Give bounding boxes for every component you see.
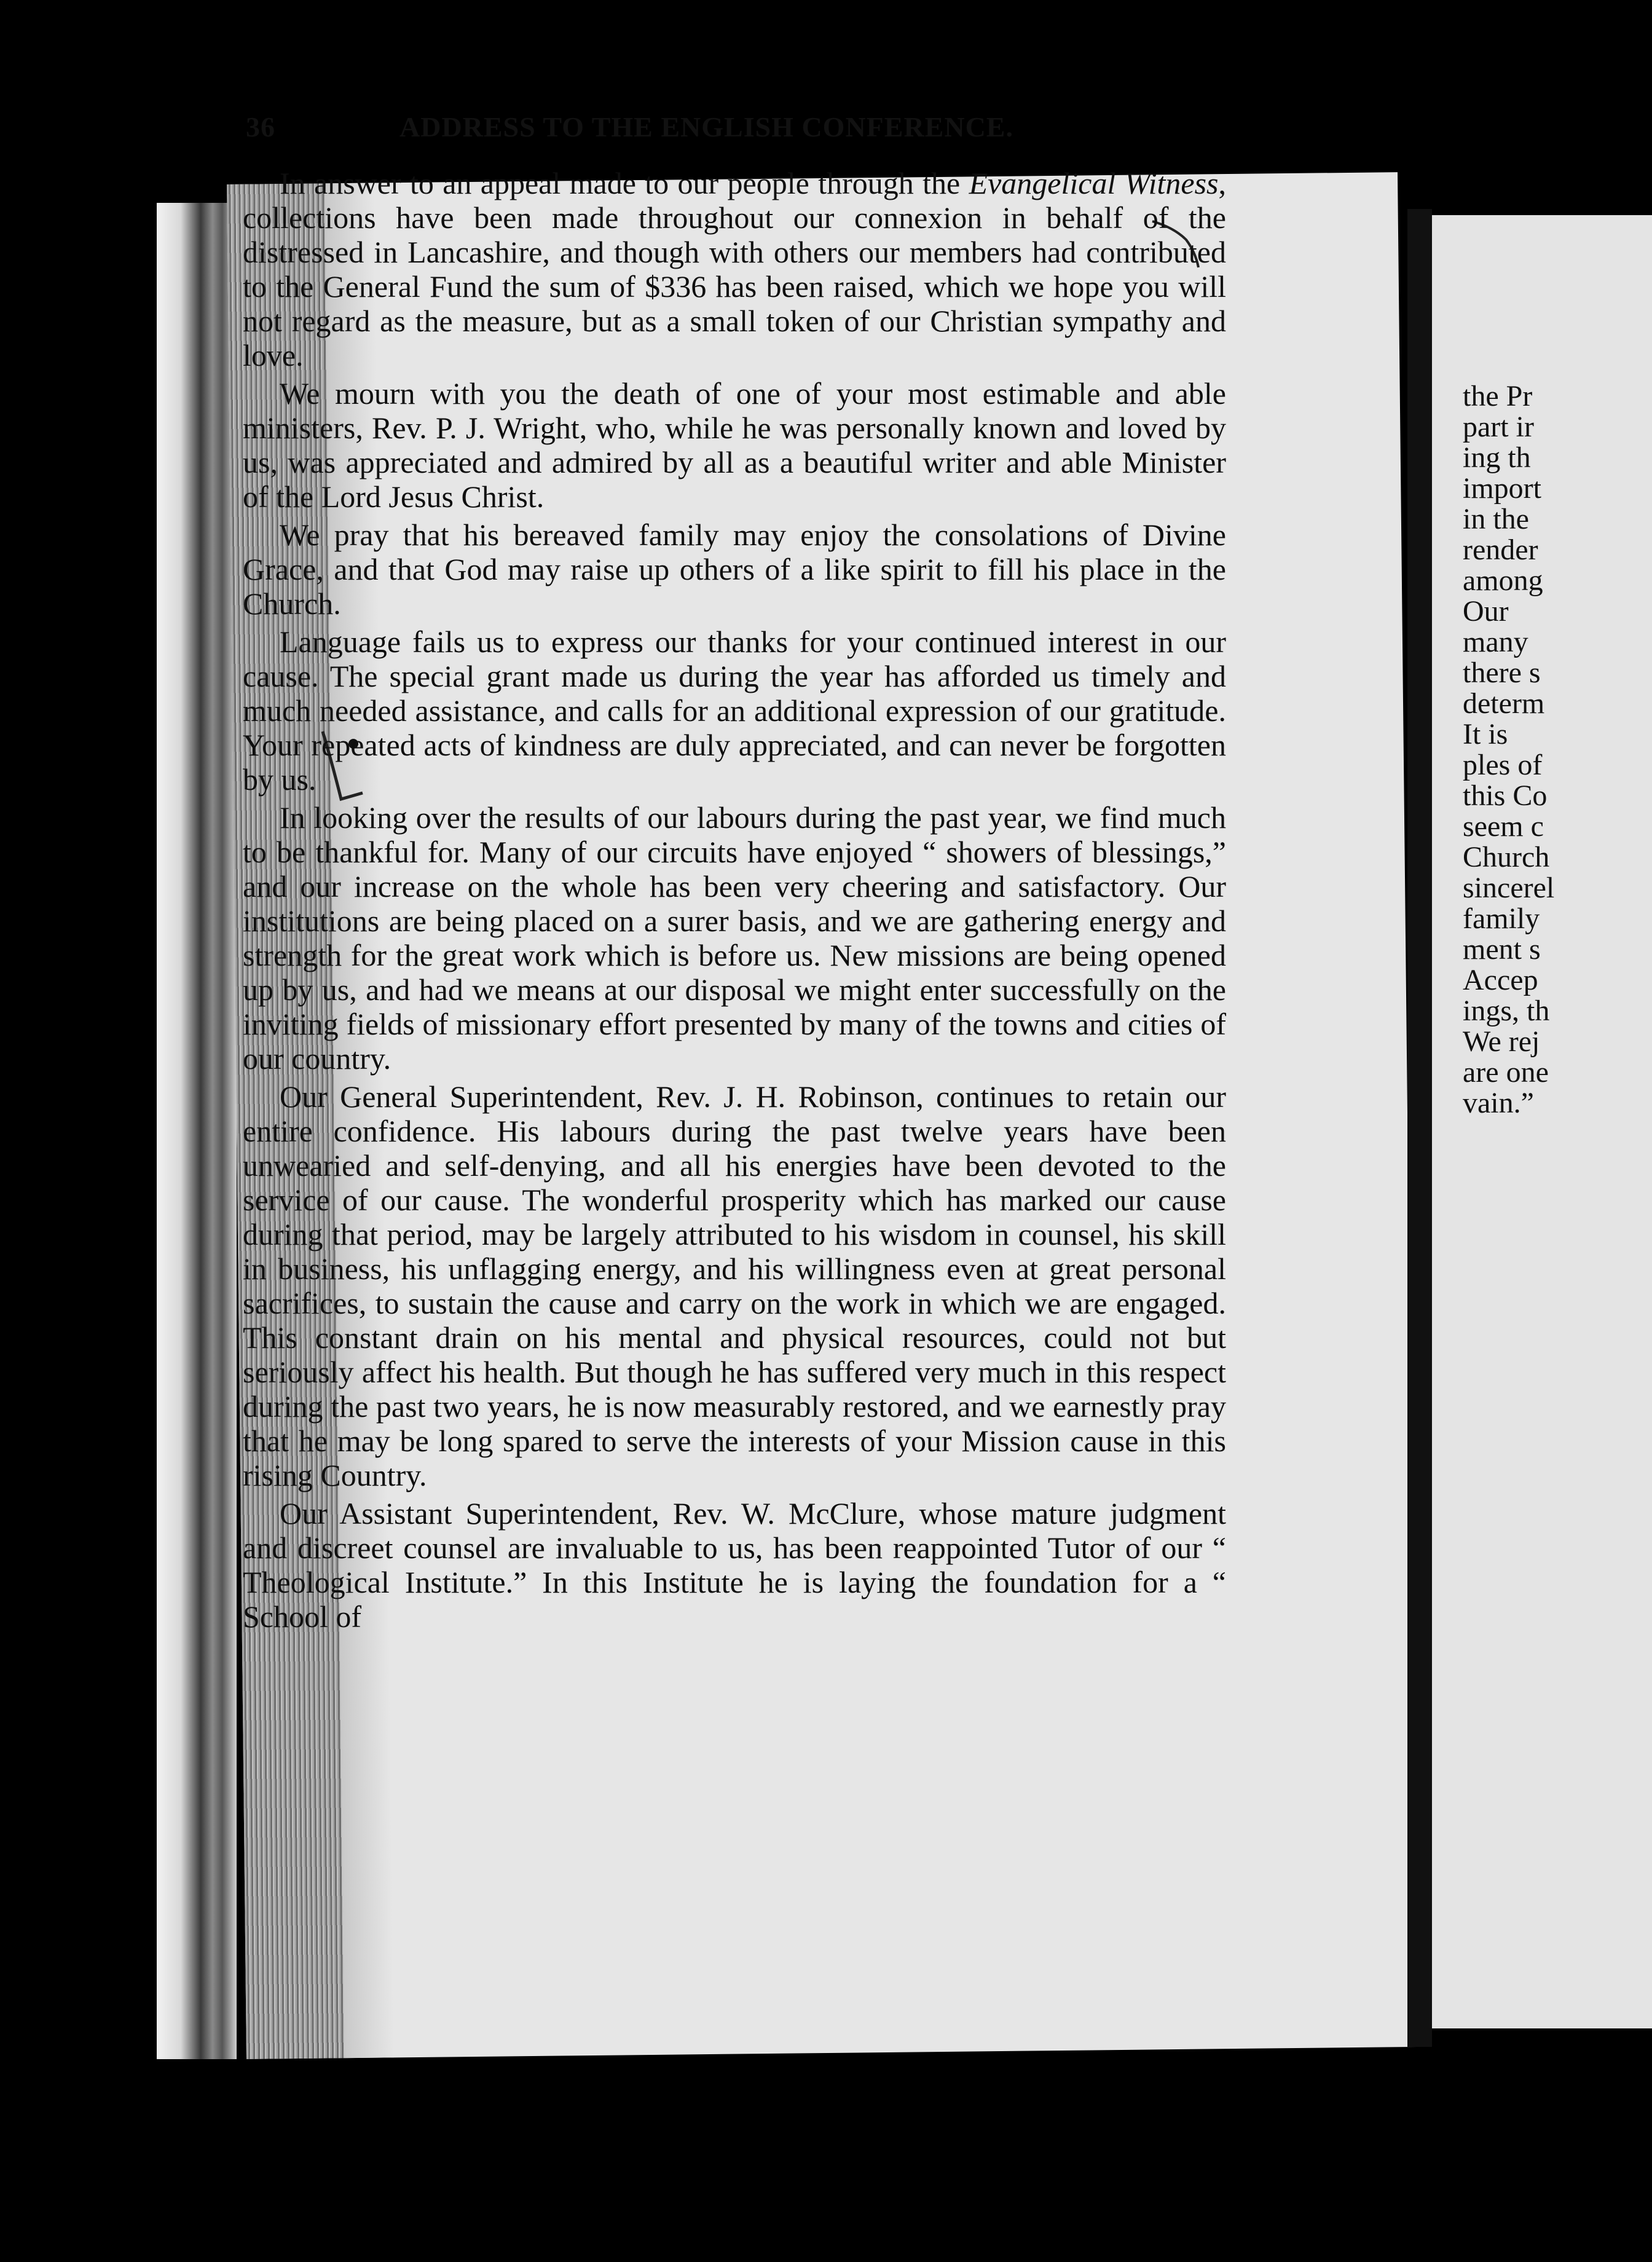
page-title: ADDRESS TO THE ENGLISH CONFERENCE.	[399, 111, 1013, 143]
facing-line: It is	[1463, 718, 1508, 751]
facing-line: vain.”	[1463, 1087, 1534, 1119]
paragraph: Our General Superintendent, Rev. J. H. Robinson, continues to retain our entire confidence. His labours during the past twelve years have been unwearied and self-denying, and all his energies have been devoted to the service of our cause. The wonderful prosperity which has marked our cause during that period, may be largely attributed to his wisdom in counsel, his skill in business, his unflagging energy, and his willingness even at great personal sacrifices, to sustain the cause and carry on the work in which we are engaged. This constant drain on his mental and physical resources, could not but seriously affect his health. But though he has suffered very much in this respect during the past two years, he is now measurably restored, and we earnestly pray that he may be long spared to serve the interests of your Mission cause in this rising Country.	[243, 1079, 1226, 1492]
facing-line: import	[1463, 472, 1541, 505]
facing-line: there s	[1463, 656, 1541, 689]
facing-line: Our	[1463, 595, 1509, 628]
facing-line: in the	[1463, 503, 1529, 535]
publication-title: Evangelical Witness	[969, 166, 1219, 200]
paragraph: Our Assistant Superintendent, Rev. W. McClure, whose mature judgment and discreet counsel are invaluable to us, has been reappointed Tutor of our “ Theological Institute.” In this Institute he is laying the foundation for a “ School of	[243, 1496, 1226, 1634]
facing-line: We rej	[1463, 1025, 1540, 1058]
facing-line: the Pr	[1463, 381, 1533, 412]
body-text	[243, 166, 1226, 1637]
paragraph: Language fails us to express our thanks for your continued interest in our cause. The special grant made us during the year has afforded us timely and much needed assistance, and calls for an additional expression of our gratitude. Your repeated acts of kindness are duly appreciated, and can never be forgotten by us.	[243, 625, 1226, 797]
paragraph: We pray that his bereaved family may enjoy the consolations of Divine Grace, and that God may raise up others of a like spirit to fill his place in the Church.	[243, 518, 1226, 621]
page-number: 36	[246, 111, 275, 143]
book-spine	[157, 203, 237, 2059]
facing-line: ples of	[1463, 749, 1543, 781]
facing-line: this Co	[1463, 779, 1548, 812]
facing-line: ings, th	[1463, 995, 1550, 1027]
facing-line: sincerel	[1463, 872, 1555, 904]
book-gutter-divider	[1407, 209, 1432, 2047]
facing-line: seem c	[1463, 810, 1544, 843]
facing-line: part ir	[1463, 411, 1534, 443]
facing-line: among	[1463, 564, 1543, 597]
paragraph: In looking over the results of our labours during the past year, we find much to be thankful for. Many of our circuits have enjoyed “ showers of blessings,” and our increase on the whole has been very cheering and satisfactory. Our institutions are being placed on a surer basis, and we are gathering energy and strength for the great work which is before us. New missions are being opened up by us, and had we means at our disposal we might enter successfully on the inviting fields of missionary effort presented by many of the towns and cities of our country.	[243, 800, 1226, 1076]
facing-line: determ	[1463, 687, 1545, 720]
facing-line: ment s	[1463, 933, 1541, 966]
paragraph: We mourn with you the death of one of your most estimable and able ministers, Rev. P. J. Wright, who, while he was personally known and loved by us, was appreciated and admired by all as a beautiful writer and able Minister of the Lord Jesus Christ.	[243, 376, 1226, 514]
facing-line: ing th	[1463, 441, 1531, 474]
paragraph	[243, 166, 1226, 372]
facing-line: render	[1463, 534, 1538, 566]
facing-line: many	[1463, 626, 1528, 658]
facing-line: are one	[1463, 1056, 1549, 1089]
running-head	[246, 111, 1254, 160]
facing-line: Accep	[1463, 964, 1538, 996]
facing-line: Church	[1463, 841, 1550, 873]
facing-page-text	[1463, 381, 1647, 1365]
paragraph-text: In answer to an appeal made to our people through the	[280, 166, 969, 200]
paragraph-text: , collections have been made throughout our connexion in behalf of the distressed in Lancashire, and though with others our members had contributed to the General Fund the sum of $336 has been raised, which we hope you will not regard as the measure, but as a small token of our Christian sympathy and love.	[243, 166, 1227, 372]
facing-line: family	[1463, 902, 1540, 935]
